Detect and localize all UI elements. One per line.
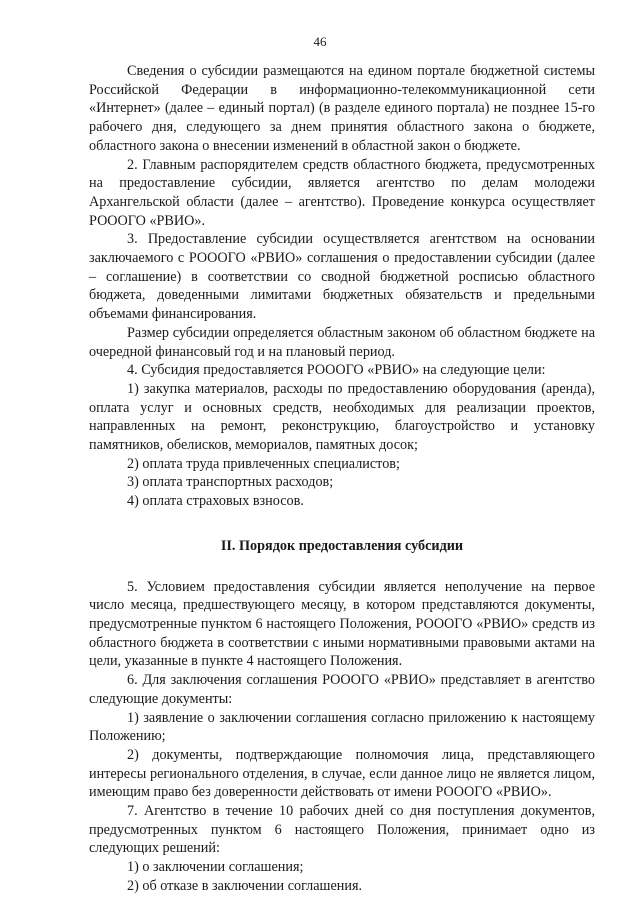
list-item-7-2: 2) об отказе в заключении соглашения. [127,877,363,894]
paragraph-item-7: 7. Агентство в течение 10 рабочих дней со дня поступления документов, предусмотренных пунктом 6 настоящего Положения, принимает одно из следующих решений: [89,803,595,857]
paragraph-portal-info: Сведения о субсидии размещаются на едином портале бюджетной системы Российской Федерации в информационно-телекоммуникационной сети «Интернет» (далее – единый портал) (в разделе единого портала) не позднее 15-го рабочего дня, следующего за днем принятия областного закона о бюджете, областного закона о внесении изменений в областной закон о бюджете. [89,63,595,154]
list-item-4-1: 1) закупка материалов, расходы по предоставлению оборудования (аренда), оплата услуг и основных средств, необходимых для реализации проектов, направленных на ремонт, реконструкцию, благоустройство и установку памятников, обелисков, мемориалов, памятных досок; [89,380,595,454]
paragraph-item-2: 2. Главным распорядителем средств областного бюджета, предусмотренных на предоставление субсидии, является агентство по делам молодежи Архангельской области (далее – агентство). Проведение конкурса осуществляет РОООГО «РВИО». [89,156,595,229]
paragraph-item-4: 4. Субсидия предоставляется РОООГО «РВИО» на следующие цели: [127,362,546,379]
list-item-6-1: 1) заявление о заключении соглашения согласно приложению к настоящему Положению; [89,709,595,745]
paragraph-item-6: 6. Для заключения соглашения РОООГО «РВИО» представляет в агентство следующие документы: [89,672,595,707]
list-item-4-4: 4) оплата страховых взносов. [127,493,304,510]
document-body [89,62,595,896]
paragraph-subsidy-size: Размер субсидии определяется областным законом об областном бюджете на очередной финансовый год и на плановый период. [89,324,595,360]
section-heading: II. Порядок предоставления субсидии [220,537,464,554]
page-number: 46 [313,34,327,49]
list-item-7-1: 1) о заключении соглашения; [127,859,304,876]
list-item-6-2: 2) документы, подтверждающие полномочия лица, представляющего интересы регионального отделения, в случае, если данное лицо не является лицом, имеющим право без доверенности действовать от имени РОООГО «РВИО». [89,746,595,801]
list-item-4-2: 2) оплата труда привлеченных специалистов; [127,455,400,472]
paragraph-item-5: 5. Условием предоставления субсидии является неполучение на первое число месяца, предшествующего месяцу, в котором представляются документы, предусмотренные пунктом 6 настоящего Положения, РОООГО «РВИО» средств из областного бюджета в соответствии с иными нормативными правовыми актами на цели, указанные в пункте 4 настоящего Положения. [89,578,595,670]
list-item-4-3: 3) оплата транспортных расходов; [127,474,334,491]
paragraph-item-3: 3. Предоставление субсидии осуществляется агентством на основании заключаемого с РОООГО «РВИО» соглашения о предоставлении субсидии (далее – соглашение) в соответствии со сводной бюджетной росписью областного бюджета, доведенными лимитами бюджетных обязательств и предельными объемами финансирования. [89,231,595,323]
